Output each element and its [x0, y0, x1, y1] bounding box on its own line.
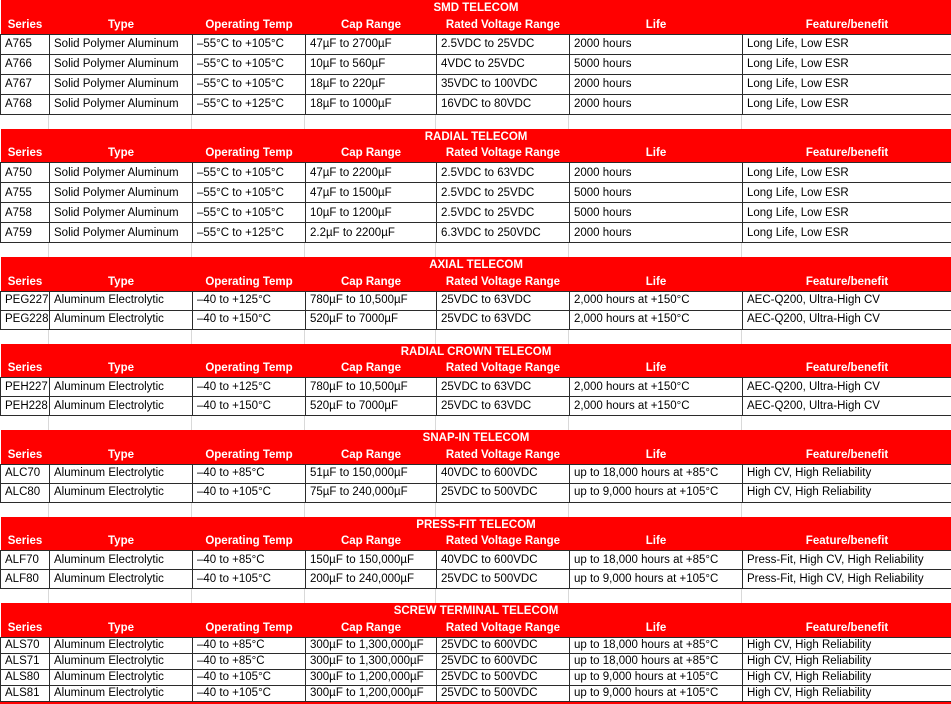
column-header-row — [1, 274, 951, 291]
cell-feature-benefit[interactable]: High CV, High Reliability — [743, 653, 951, 669]
column-header-rated-voltage-range[interactable]: Rated Voltage Range — [437, 274, 570, 291]
cell-cap-range[interactable]: 780µF to 10,500µF — [306, 291, 437, 310]
cell-type[interactable]: Solid Polymer Aluminum — [50, 203, 193, 223]
table-row — [1, 551, 951, 570]
gridline-cell — [192, 416, 305, 430]
cell-life[interactable]: 2,000 hours at +150°C — [570, 378, 743, 397]
cell-series[interactable]: PEH227 — [1, 378, 50, 397]
cell-series[interactable]: ALS81 — [1, 685, 50, 701]
cell-life[interactable]: up to 9,000 hours at +105°C — [570, 669, 743, 685]
section-table-radial-telecom — [0, 129, 951, 244]
table-row — [1, 310, 951, 329]
cell-operating-temp[interactable]: –40 to +85°C — [193, 653, 306, 669]
table-row — [1, 570, 951, 589]
column-header-row — [1, 447, 951, 464]
column-header-row — [1, 17, 951, 34]
column-header-feature-benefit[interactable]: Feature/benefit — [743, 620, 951, 637]
column-header-rated-voltage-range[interactable]: Rated Voltage Range — [437, 620, 570, 637]
cell-feature-benefit[interactable]: AEC-Q200, Ultra-High CV — [743, 378, 951, 397]
column-header-life[interactable]: Life — [570, 534, 743, 551]
section-spacer — [0, 330, 951, 344]
cell-series[interactable]: A755 — [1, 183, 50, 203]
gridline-cell — [569, 503, 742, 517]
cell-feature-benefit[interactable]: Long Life, Low ESR — [743, 223, 951, 243]
table-row — [1, 397, 951, 416]
gridline-cell — [49, 503, 192, 517]
cell-rated-voltage-range[interactable]: 40VDC to 600VDC — [437, 551, 570, 570]
section-spacer — [0, 589, 951, 603]
cell-feature-benefit[interactable]: High CV, High Reliability — [743, 685, 951, 701]
cell-cap-range[interactable]: 520µF to 7000µF — [306, 310, 437, 329]
gridline-cell — [742, 589, 951, 603]
cell-rated-voltage-range[interactable]: 25VDC to 500VDC — [437, 483, 570, 502]
gridline-cell — [569, 330, 742, 344]
cell-type[interactable]: Aluminum Electrolytic — [50, 653, 193, 669]
column-header-rated-voltage-range[interactable]: Rated Voltage Range — [437, 534, 570, 551]
section-title-row — [1, 129, 951, 146]
cell-life[interactable]: 2,000 hours at +150°C — [570, 310, 743, 329]
cell-rated-voltage-range[interactable]: 6.3VDC to 250VDC — [437, 223, 570, 243]
gridline-cell — [49, 416, 192, 430]
cell-cap-range[interactable]: 75µF to 240,000µF — [306, 483, 437, 502]
column-header-type[interactable]: Type — [50, 274, 193, 291]
cell-series[interactable]: PEH228 — [1, 397, 50, 416]
cell-series[interactable]: A766 — [1, 54, 50, 74]
table-row — [1, 74, 951, 94]
column-header-operating-temp[interactable]: Operating Temp — [193, 534, 306, 551]
gridline-cell — [436, 589, 569, 603]
cell-type[interactable]: Solid Polymer Aluminum — [50, 183, 193, 203]
cell-cap-range[interactable]: 18µF to 1000µF — [306, 94, 437, 114]
cell-rated-voltage-range[interactable]: 25VDC to 63VDC — [437, 291, 570, 310]
cell-cap-range[interactable]: 300µF to 1,300,000µF — [306, 653, 437, 669]
section-table-snap-in-telecom — [0, 430, 951, 503]
cell-life[interactable]: 2000 hours — [570, 34, 743, 54]
cell-series[interactable]: A767 — [1, 74, 50, 94]
table-row — [1, 34, 951, 54]
section-title: SCREW TERMINAL TELECOM — [1, 603, 951, 620]
cell-series[interactable]: ALC80 — [1, 483, 50, 502]
cell-life[interactable]: 5000 hours — [570, 183, 743, 203]
gridline-cell — [569, 115, 742, 129]
cell-life[interactable]: up to 9,000 hours at +105°C — [570, 483, 743, 502]
column-header-row — [1, 534, 951, 551]
section-title-row — [1, 430, 951, 447]
gridline-cell — [0, 589, 49, 603]
cell-feature-benefit[interactable]: Long Life, Low ESR — [743, 74, 951, 94]
column-header-operating-temp[interactable]: Operating Temp — [193, 447, 306, 464]
column-header-feature-benefit[interactable]: Feature/benefit — [743, 534, 951, 551]
cell-rated-voltage-range[interactable]: 25VDC to 63VDC — [437, 310, 570, 329]
cell-rated-voltage-range[interactable]: 25VDC to 63VDC — [437, 397, 570, 416]
gridline-cell — [0, 503, 49, 517]
cell-cap-range[interactable]: 300µF to 1,300,000µF — [306, 637, 437, 653]
cell-operating-temp[interactable]: –55°C to +125°C — [193, 94, 306, 114]
column-header-series[interactable]: Series — [1, 447, 50, 464]
cell-feature-benefit[interactable]: AEC-Q200, Ultra-High CV — [743, 397, 951, 416]
table-row — [1, 669, 951, 685]
column-header-cap-range[interactable]: Cap Range — [306, 447, 437, 464]
cell-feature-benefit[interactable]: High CV, High Reliability — [743, 464, 951, 483]
section-title-row — [1, 257, 951, 274]
table-row — [1, 203, 951, 223]
column-header-feature-benefit[interactable]: Feature/benefit — [743, 17, 951, 34]
cell-series[interactable]: PEG227 — [1, 291, 50, 310]
cell-series[interactable]: ALF80 — [1, 570, 50, 589]
section-table-press-fit-telecom — [0, 517, 951, 590]
cell-cap-range[interactable]: 47µF to 2700µF — [306, 34, 437, 54]
cell-type[interactable]: Solid Polymer Aluminum — [50, 94, 193, 114]
cell-operating-temp[interactable]: –40 to +85°C — [193, 637, 306, 653]
table-row — [1, 685, 951, 701]
column-header-life[interactable]: Life — [570, 620, 743, 637]
cell-operating-temp[interactable]: –40 to +105°C — [193, 669, 306, 685]
cell-cap-range[interactable]: 200µF to 240,000µF — [306, 570, 437, 589]
gridline-cell — [0, 416, 49, 430]
cell-cap-range[interactable]: 300µF to 1,200,000µF — [306, 669, 437, 685]
cell-life[interactable]: 2,000 hours at +150°C — [570, 291, 743, 310]
section-title: AXIAL TELECOM — [1, 257, 951, 274]
cell-life[interactable]: up to 18,000 hours at +85°C — [570, 551, 743, 570]
cell-feature-benefit[interactable]: Long Life, Low ESR — [743, 54, 951, 74]
cell-life[interactable]: up to 18,000 hours at +85°C — [570, 637, 743, 653]
cell-feature-benefit[interactable]: Long Life, Low ESR — [743, 163, 951, 183]
cell-life[interactable]: 5000 hours — [570, 203, 743, 223]
section-title: SNAP-IN TELECOM — [1, 430, 951, 447]
cell-feature-benefit[interactable]: AEC-Q200, Ultra-High CV — [743, 291, 951, 310]
gridline-cell — [305, 503, 436, 517]
table-row — [1, 223, 951, 243]
column-header-row — [1, 146, 951, 163]
cell-life[interactable]: 2000 hours — [570, 163, 743, 183]
section-title-row — [1, 603, 951, 620]
gridline-cell — [305, 115, 436, 129]
table-row — [1, 483, 951, 502]
column-header-rated-voltage-range[interactable]: Rated Voltage Range — [437, 447, 570, 464]
gridline-cell — [305, 243, 436, 257]
cell-cap-range[interactable]: 780µF to 10,500µF — [306, 378, 437, 397]
gridline-cell — [49, 330, 192, 344]
section-title-row — [1, 344, 951, 361]
cell-life[interactable]: 2000 hours — [570, 74, 743, 94]
cell-operating-temp[interactable]: –55°C to +105°C — [193, 34, 306, 54]
column-header-operating-temp[interactable]: Operating Temp — [193, 620, 306, 637]
cell-operating-temp[interactable]: –40 to +125°C — [193, 291, 306, 310]
cell-series[interactable]: PEG228 — [1, 310, 50, 329]
cell-cap-range[interactable]: 10µF to 1200µF — [306, 203, 437, 223]
gridline-cell — [49, 243, 192, 257]
section-title: RADIAL CROWN TELECOM — [1, 344, 951, 361]
column-header-operating-temp[interactable]: Operating Temp — [193, 274, 306, 291]
cell-rated-voltage-range[interactable]: 2.5VDC to 25VDC — [437, 183, 570, 203]
cell-series[interactable]: ALS70 — [1, 637, 50, 653]
column-header-operating-temp[interactable]: Operating Temp — [193, 146, 306, 163]
gridline-cell — [742, 416, 951, 430]
cell-life[interactable]: up to 18,000 hours at +85°C — [570, 653, 743, 669]
gridline-cell — [436, 416, 569, 430]
section-spacer — [0, 416, 951, 430]
column-header-rated-voltage-range[interactable]: Rated Voltage Range — [437, 17, 570, 34]
cell-type[interactable]: Aluminum Electrolytic — [50, 483, 193, 502]
cell-type[interactable]: Aluminum Electrolytic — [50, 637, 193, 653]
cell-operating-temp[interactable]: –40 to +105°C — [193, 483, 306, 502]
column-header-series[interactable]: Series — [1, 17, 50, 34]
cell-operating-temp[interactable]: –40 to +105°C — [193, 685, 306, 701]
cell-life[interactable]: 5000 hours — [570, 54, 743, 74]
gridline-cell — [192, 115, 305, 129]
cell-rated-voltage-range[interactable]: 25VDC to 600VDC — [437, 637, 570, 653]
section-title: PRESS-FIT TELECOM — [1, 517, 951, 534]
column-header-series[interactable]: Series — [1, 146, 50, 163]
cell-series[interactable]: ALS71 — [1, 653, 50, 669]
column-header-feature-benefit[interactable]: Feature/benefit — [743, 146, 951, 163]
column-header-series[interactable]: Series — [1, 361, 50, 378]
cell-rated-voltage-range[interactable]: 40VDC to 600VDC — [437, 464, 570, 483]
column-header-series[interactable]: Series — [1, 620, 50, 637]
cell-type[interactable]: Aluminum Electrolytic — [50, 669, 193, 685]
cell-cap-range[interactable]: 2.2µF to 2200µF — [306, 223, 437, 243]
cell-cap-range[interactable]: 47µF to 1500µF — [306, 183, 437, 203]
column-header-cap-range[interactable]: Cap Range — [306, 274, 437, 291]
cell-cap-range[interactable]: 47µF to 2200µF — [306, 163, 437, 183]
cell-rated-voltage-range[interactable]: 25VDC to 500VDC — [437, 685, 570, 701]
section-spacer — [0, 115, 951, 129]
gridline-cell — [436, 503, 569, 517]
table-row — [1, 183, 951, 203]
cell-type[interactable]: Solid Polymer Aluminum — [50, 163, 193, 183]
gridline-cell — [436, 115, 569, 129]
cell-rated-voltage-range[interactable]: 25VDC to 500VDC — [437, 669, 570, 685]
cell-feature-benefit[interactable]: Press-Fit, High CV, High Reliability — [743, 551, 951, 570]
section-spacer — [0, 243, 951, 257]
cell-cap-range[interactable]: 10µF to 560µF — [306, 54, 437, 74]
cell-type[interactable]: Solid Polymer Aluminum — [50, 223, 193, 243]
gridline-cell — [49, 115, 192, 129]
cell-series[interactable]: A750 — [1, 163, 50, 183]
cell-life[interactable]: 2,000 hours at +150°C — [570, 397, 743, 416]
cell-operating-temp[interactable]: –55°C to +105°C — [193, 163, 306, 183]
cell-life[interactable]: up to 9,000 hours at +105°C — [570, 570, 743, 589]
column-header-feature-benefit[interactable]: Feature/benefit — [743, 361, 951, 378]
column-header-type[interactable]: Type — [50, 361, 193, 378]
section-title-row — [1, 517, 951, 534]
cell-cap-range[interactable]: 51µF to 150,000µF — [306, 464, 437, 483]
gridline-cell — [192, 503, 305, 517]
gridline-cell — [436, 243, 569, 257]
cell-feature-benefit[interactable]: Long Life, Low ESR — [743, 94, 951, 114]
table-row — [1, 464, 951, 483]
table-row — [1, 291, 951, 310]
column-header-operating-temp[interactable]: Operating Temp — [193, 361, 306, 378]
gridline-cell — [305, 589, 436, 603]
column-header-type[interactable]: Type — [50, 447, 193, 464]
cell-series[interactable]: A768 — [1, 94, 50, 114]
section-title-row — [1, 0, 951, 17]
gridline-cell — [742, 503, 951, 517]
gridline-cell — [436, 330, 569, 344]
column-header-life[interactable]: Life — [570, 274, 743, 291]
section-table-axial-telecom — [0, 257, 951, 330]
gridline-cell — [742, 330, 951, 344]
section-table-screw-terminal-telecom — [0, 603, 951, 702]
gridline-cell — [569, 589, 742, 603]
cell-rated-voltage-range[interactable]: 2.5VDC to 25VDC — [437, 203, 570, 223]
table-row — [1, 54, 951, 74]
cell-type[interactable]: Aluminum Electrolytic — [50, 464, 193, 483]
table-row — [1, 94, 951, 114]
cell-feature-benefit[interactable]: Long Life, Low ESR — [743, 203, 951, 223]
table-row — [1, 378, 951, 397]
cell-type[interactable]: Solid Polymer Aluminum — [50, 74, 193, 94]
cell-type[interactable]: Aluminum Electrolytic — [50, 378, 193, 397]
cell-type[interactable]: Aluminum Electrolytic — [50, 397, 193, 416]
cell-life[interactable]: up to 9,000 hours at +105°C — [570, 685, 743, 701]
column-header-life[interactable]: Life — [570, 361, 743, 378]
cell-feature-benefit[interactable]: Long Life, Low ESR — [743, 34, 951, 54]
column-header-rated-voltage-range[interactable]: Rated Voltage Range — [437, 146, 570, 163]
column-header-cap-range[interactable]: Cap Range — [306, 146, 437, 163]
section-spacer — [0, 503, 951, 517]
cell-rated-voltage-range[interactable]: 25VDC to 600VDC — [437, 653, 570, 669]
gridline-cell — [49, 589, 192, 603]
section-title: SMD TELECOM — [1, 0, 951, 17]
cell-series[interactable]: ALS80 — [1, 669, 50, 685]
cell-rated-voltage-range[interactable]: 25VDC to 63VDC — [437, 378, 570, 397]
cell-operating-temp[interactable]: –40 to +105°C — [193, 570, 306, 589]
cell-rated-voltage-range[interactable]: 35VDC to 100VDC — [437, 74, 570, 94]
cell-rated-voltage-range[interactable]: 2.5VDC to 63VDC — [437, 163, 570, 183]
cell-feature-benefit[interactable]: Long Life, Low ESR — [743, 183, 951, 203]
cell-life[interactable]: 2000 hours — [570, 223, 743, 243]
cell-series[interactable]: ALF70 — [1, 551, 50, 570]
gridline-cell — [305, 330, 436, 344]
cell-series[interactable]: A758 — [1, 203, 50, 223]
column-header-feature-benefit[interactable]: Feature/benefit — [743, 274, 951, 291]
cell-cap-range[interactable]: 300µF to 1,200,000µF — [306, 685, 437, 701]
gridline-cell — [305, 416, 436, 430]
cell-operating-temp[interactable]: –55°C to +105°C — [193, 203, 306, 223]
column-header-cap-range[interactable]: Cap Range — [306, 17, 437, 34]
column-header-cap-range[interactable]: Cap Range — [306, 534, 437, 551]
cell-operating-temp[interactable]: –55°C to +105°C — [193, 183, 306, 203]
cell-feature-benefit[interactable]: High CV, High Reliability — [743, 483, 951, 502]
column-header-type[interactable]: Type — [50, 534, 193, 551]
column-header-series[interactable]: Series — [1, 274, 50, 291]
cell-cap-range[interactable]: 18µF to 220µF — [306, 74, 437, 94]
gridline-cell — [0, 243, 49, 257]
cell-series[interactable]: A765 — [1, 34, 50, 54]
cell-rated-voltage-range[interactable]: 4VDC to 25VDC — [437, 54, 570, 74]
section-title: RADIAL TELECOM — [1, 129, 951, 146]
cell-type[interactable]: Solid Polymer Aluminum — [50, 34, 193, 54]
table-row — [1, 163, 951, 183]
column-header-life[interactable]: Life — [570, 447, 743, 464]
cell-feature-benefit[interactable]: High CV, High Reliability — [743, 637, 951, 653]
cell-type[interactable]: Aluminum Electrolytic — [50, 291, 193, 310]
cell-operating-temp[interactable]: –40 to +125°C — [193, 378, 306, 397]
cell-operating-temp[interactable]: –40 to +85°C — [193, 551, 306, 570]
table-row — [1, 637, 951, 653]
column-header-type[interactable]: Type — [50, 146, 193, 163]
cell-feature-benefit[interactable]: High CV, High Reliability — [743, 669, 951, 685]
cell-type[interactable]: Aluminum Electrolytic — [50, 570, 193, 589]
cell-feature-benefit[interactable]: AEC-Q200, Ultra-High CV — [743, 310, 951, 329]
column-header-type[interactable]: Type — [50, 17, 193, 34]
cell-rated-voltage-range[interactable]: 25VDC to 500VDC — [437, 570, 570, 589]
table-row — [1, 653, 951, 669]
gridline-cell — [742, 115, 951, 129]
column-header-life[interactable]: Life — [570, 17, 743, 34]
cell-cap-range[interactable]: 150µF to 150,000µF — [306, 551, 437, 570]
gridline-cell — [192, 330, 305, 344]
column-header-rated-voltage-range[interactable]: Rated Voltage Range — [437, 361, 570, 378]
column-header-feature-benefit[interactable]: Feature/benefit — [743, 447, 951, 464]
gridline-cell — [192, 589, 305, 603]
column-header-life[interactable]: Life — [570, 146, 743, 163]
column-header-row — [1, 361, 951, 378]
gridline-cell — [0, 330, 49, 344]
cell-feature-benefit[interactable]: Press-Fit, High CV, High Reliability — [743, 570, 951, 589]
cell-operating-temp[interactable]: –55°C to +105°C — [193, 74, 306, 94]
cell-life[interactable]: 2000 hours — [570, 94, 743, 114]
cell-type[interactable]: Aluminum Electrolytic — [50, 551, 193, 570]
cell-operating-temp[interactable]: –40 to +150°C — [193, 310, 306, 329]
cell-rated-voltage-range[interactable]: 16VDC to 80VDC — [437, 94, 570, 114]
cell-operating-temp[interactable]: –40 to +150°C — [193, 397, 306, 416]
cell-series[interactable]: ALC70 — [1, 464, 50, 483]
section-table-radial-crown-telecom — [0, 344, 951, 417]
cell-rated-voltage-range[interactable]: 2.5VDC to 25VDC — [437, 34, 570, 54]
column-header-operating-temp[interactable]: Operating Temp — [193, 17, 306, 34]
cell-type[interactable]: Aluminum Electrolytic — [50, 685, 193, 701]
column-header-row — [1, 620, 951, 637]
column-header-series[interactable]: Series — [1, 534, 50, 551]
cell-operating-temp[interactable]: –55°C to +105°C — [193, 54, 306, 74]
gridline-cell — [0, 115, 49, 129]
cell-type[interactable]: Aluminum Electrolytic — [50, 310, 193, 329]
cell-operating-temp[interactable]: –55°C to +125°C — [193, 223, 306, 243]
gridline-cell — [569, 416, 742, 430]
gridline-cell — [192, 243, 305, 257]
column-header-cap-range[interactable]: Cap Range — [306, 361, 437, 378]
column-header-type[interactable]: Type — [50, 620, 193, 637]
column-header-cap-range[interactable]: Cap Range — [306, 620, 437, 637]
gridline-cell — [742, 243, 951, 257]
cell-series[interactable]: A759 — [1, 223, 50, 243]
cell-operating-temp[interactable]: –40 to +85°C — [193, 464, 306, 483]
cell-life[interactable]: up to 18,000 hours at +85°C — [570, 464, 743, 483]
section-table-smd-telecom — [0, 0, 951, 115]
cell-cap-range[interactable]: 520µF to 7000µF — [306, 397, 437, 416]
gridline-cell — [569, 243, 742, 257]
cell-type[interactable]: Solid Polymer Aluminum — [50, 54, 193, 74]
